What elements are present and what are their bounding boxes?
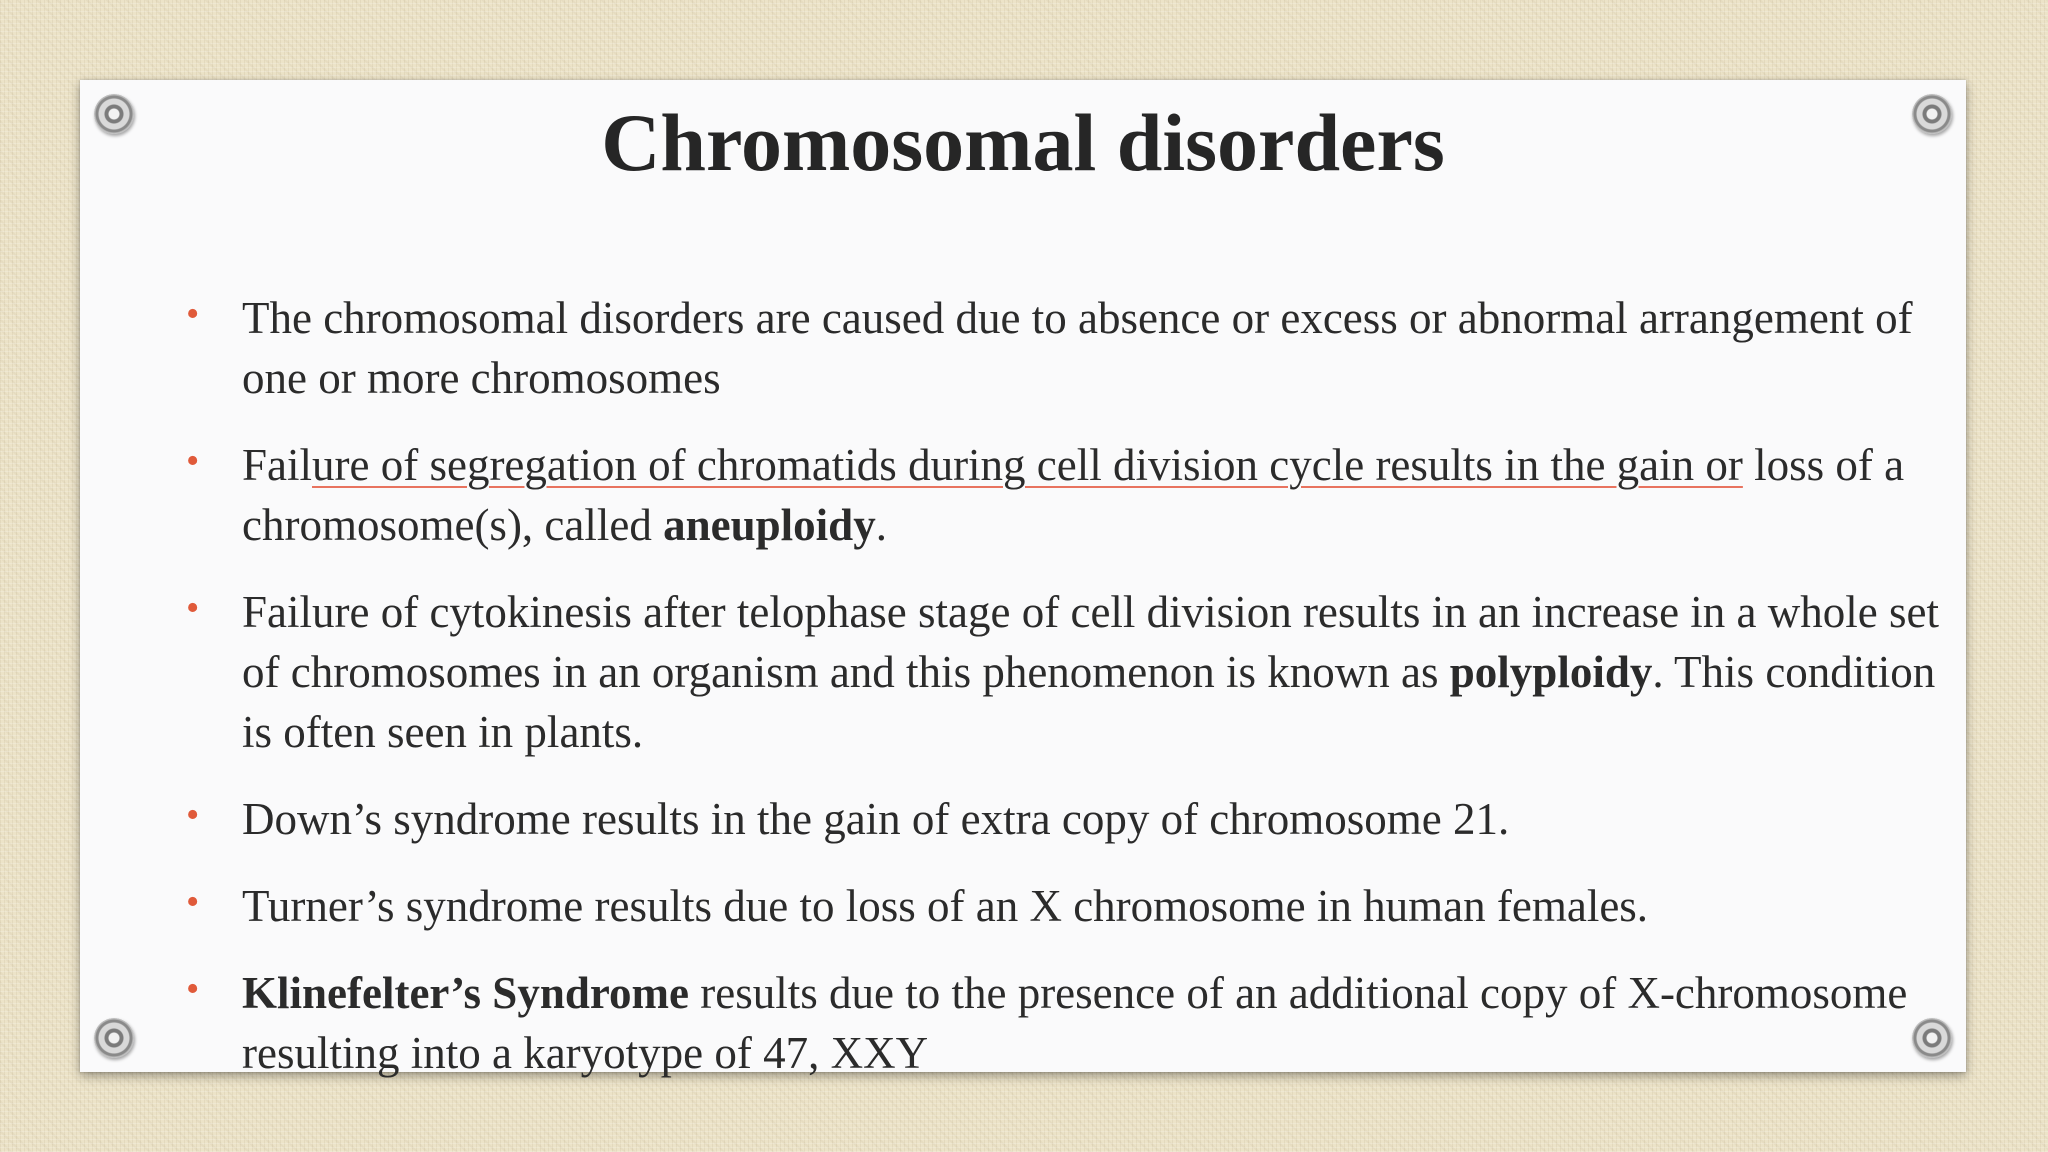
- bold-term-klinefelter: Klinefelter’s Syndrome: [242, 968, 689, 1018]
- bullet-item: [162, 435, 1962, 555]
- bullet-item: [162, 789, 1962, 849]
- bullet-item: [162, 876, 1962, 936]
- bold-term-polyploidy: polyploidy: [1449, 647, 1653, 697]
- bullet-text: loss of a chromosome(s), called: [242, 440, 1905, 550]
- slide-card: [80, 80, 1966, 1078]
- bullet-dot-icon: •: [186, 968, 200, 1010]
- bullet-dot-icon: •: [186, 440, 200, 482]
- bullet-item: [162, 288, 1962, 408]
- spellcheck-underlined-text: ure of segregation of chromatids during cell division cycle results in the gain or: [312, 440, 1743, 490]
- bullet-text: results due to the presence of an additional copy of X-chromosome resulting into a karyotype of 47, XXY: [242, 968, 1908, 1078]
- bullet-text: Fail: [242, 440, 313, 490]
- bullet-text: . This condition is often seen in plants.: [242, 647, 1936, 757]
- bullet-text: The chromosomal disorders are caused due to absence or excess or abnormal arrangement of one or more chromosomes: [242, 293, 1913, 403]
- pushpin-icon: [94, 1018, 134, 1058]
- bullet-text: Failure of cytokinesis after telophase stage of cell division results in an increase in a whole set of chromosomes in an organism and this phenomenon is known as: [242, 587, 1939, 697]
- bold-term-aneuploidy: aneuploidy: [663, 500, 876, 550]
- bullet-dot-icon: •: [186, 881, 200, 923]
- bullet-item: [162, 963, 1962, 1083]
- bullet-dot-icon: •: [186, 794, 200, 836]
- bullet-text: .: [875, 500, 887, 550]
- bullet-dot-icon: •: [186, 587, 200, 629]
- bullet-list: [162, 288, 1962, 1083]
- bullet-dot-icon: •: [186, 293, 200, 335]
- slide-title: Chromosomal disorders: [601, 97, 1445, 188]
- bullet-text: Turner’s syndrome results due to loss of an X chromosome in human females.: [242, 881, 1649, 931]
- bullet-item: [162, 582, 1962, 762]
- bullet-text: Down’s syndrome results in the gain of extra copy of chromosome 21.: [242, 794, 1510, 844]
